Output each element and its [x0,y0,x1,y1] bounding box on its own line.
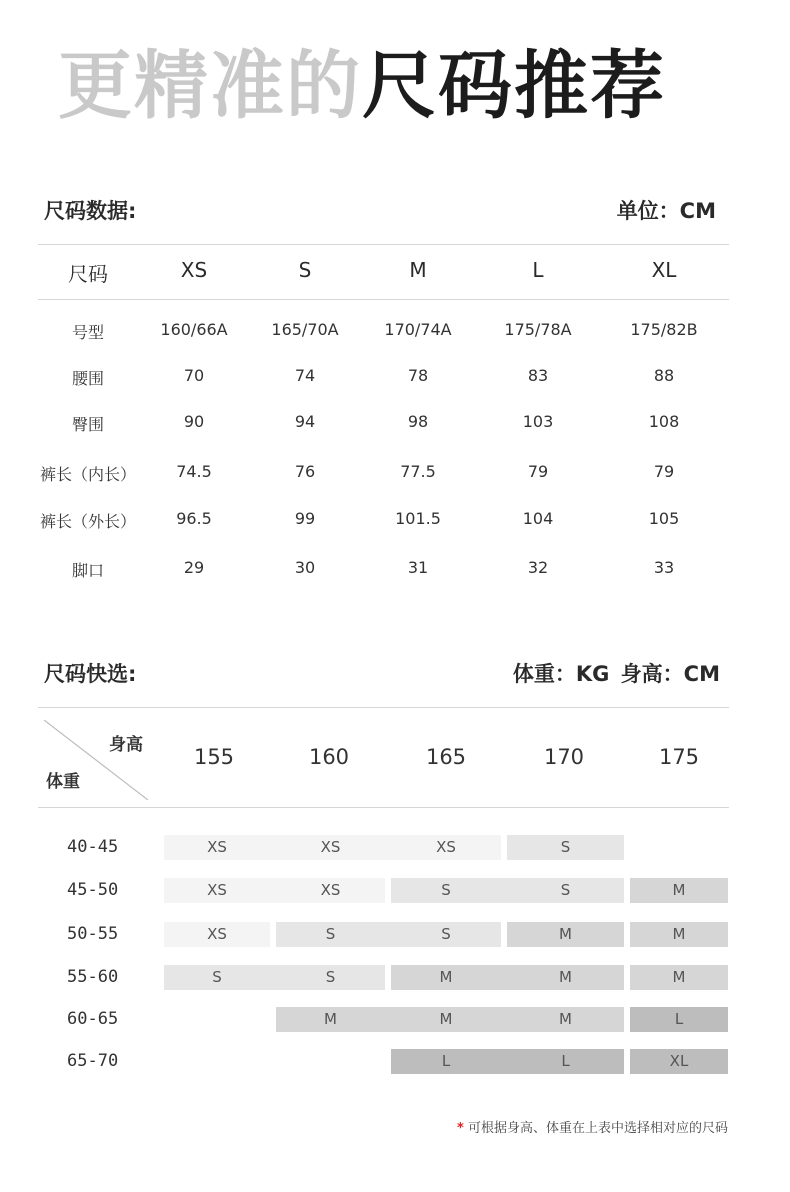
size-cell-m: M [559,968,572,986]
table-cell: 170/74A [384,320,452,339]
corner-weight-label: 体重 [46,772,80,792]
table-cell: 175/78A [504,320,572,339]
size-header-s: S [298,258,312,282]
table-cell: 99 [294,509,316,528]
table-cell: 104 [522,509,554,528]
table-cell: 31 [407,558,429,577]
size-cell-s: S [560,881,571,899]
size-cell-xs: XS [436,838,456,856]
weight-label-40-45: 40-45 [67,837,119,857]
quick-header-rule [38,807,729,808]
height-header-175: 175 [658,745,700,769]
size-cell-m: M [672,968,686,986]
table-cell: 98 [407,412,429,431]
size-data-title: 尺码数据: [44,199,137,223]
weight-label-55-60: 55-60 [67,967,119,987]
height-header-155: 155 [193,745,235,769]
table-cell: 88 [653,366,675,385]
weight-label-60-65: 60-65 [67,1009,119,1029]
table-cell: 30 [294,558,316,577]
table-cell: 83 [527,366,549,385]
size-cell-xs: XS [320,881,341,899]
height-header-170: 170 [543,745,585,769]
size-cell-m: M [672,925,686,943]
size-cell-m: M [439,1010,453,1028]
table-row-label: 臀围 [71,415,105,434]
footnote-star: * [457,1121,464,1136]
table-cell: 79 [527,462,549,481]
size-cell-xs: XS [207,925,227,943]
table-cell: 74.5 [176,462,212,481]
table-cell: 29 [183,558,205,577]
table-cell: 90 [183,412,205,431]
size-cell-s: S [441,925,451,943]
table-cell: 160/66A [160,320,228,339]
size-cell-s: S [325,968,336,986]
table-cell: 175/82B [630,320,698,339]
table-row-label: 裤长（内长） [39,465,137,484]
size-cell-l: L [561,1052,570,1070]
size-cell-s: S [212,968,222,986]
size-header-xl: XL [651,258,677,282]
weight-label-45-50: 45-50 [67,880,119,900]
table-row-label: 腰围 [71,369,105,388]
headline-light-text: 更精准的 [58,43,362,129]
size-cell-l: L [441,1052,451,1070]
footnote [457,1117,728,1136]
size-cell-s: S [325,925,336,943]
size-cell-xs: XS [207,838,227,856]
table-cell: 33 [653,558,675,577]
table-cell: 76 [294,462,316,481]
headline-dark-text: 尺码推荐 [362,43,666,129]
size-cell-s: S [560,838,571,856]
quick-top-rule [38,707,729,708]
size-header-l: L [532,258,544,282]
table-cell: 103 [522,412,554,431]
table-cell: 105 [648,509,680,528]
table-cell: 70 [183,366,205,385]
table-cell: 74 [294,366,316,385]
size-cell-s: S [441,881,451,899]
size-cell-m: M [324,1010,337,1028]
page-headline [58,38,666,134]
size-cell-m: M [439,968,453,986]
size-header-xs: XS [180,258,208,282]
height-header-160: 160 [308,745,350,769]
size-cell-xl: XL [669,1052,689,1070]
table-cell: 32 [527,558,549,577]
table-cell: 101.5 [395,509,441,528]
table-cell: 96.5 [176,509,212,528]
corner-height-label: 身高 [109,735,143,755]
table-row-label: 脚口 [71,561,105,580]
footnote-text: 可根据身高、体重在上表中选择相对应的尺码 [467,1121,728,1136]
size-header-label: 尺码 [68,262,108,286]
weight-label-65-70: 65-70 [67,1051,119,1071]
table-top-rule [38,244,729,245]
height-header-165: 165 [425,745,467,769]
size-data-unit: 单位：CM [616,199,716,223]
table-row-label: 裤长（外长） [39,512,137,531]
size-cell-l: L [674,1010,684,1028]
size-header-m: M [409,258,427,282]
size-cell-m: M [672,881,686,899]
table-cell: 77.5 [400,462,436,481]
table-cell: 94 [294,412,316,431]
size-cell-m: M [559,1010,572,1028]
size-cell-m: M [559,925,572,943]
size-cell-xs: XS [207,881,227,899]
table-header-rule [38,299,729,300]
table-cell: 79 [653,462,675,481]
size-cell-xs: XS [320,838,341,856]
quick-select-title: 尺码快选: [44,662,137,686]
weight-label-50-55: 50-55 [67,924,119,944]
table-cell: 78 [407,366,429,385]
table-cell: 165/70A [271,320,339,339]
quick-select-unit: 体重：KG 身高：CM [512,662,720,686]
table-cell: 108 [648,412,680,431]
table-row-label: 号型 [71,323,105,342]
